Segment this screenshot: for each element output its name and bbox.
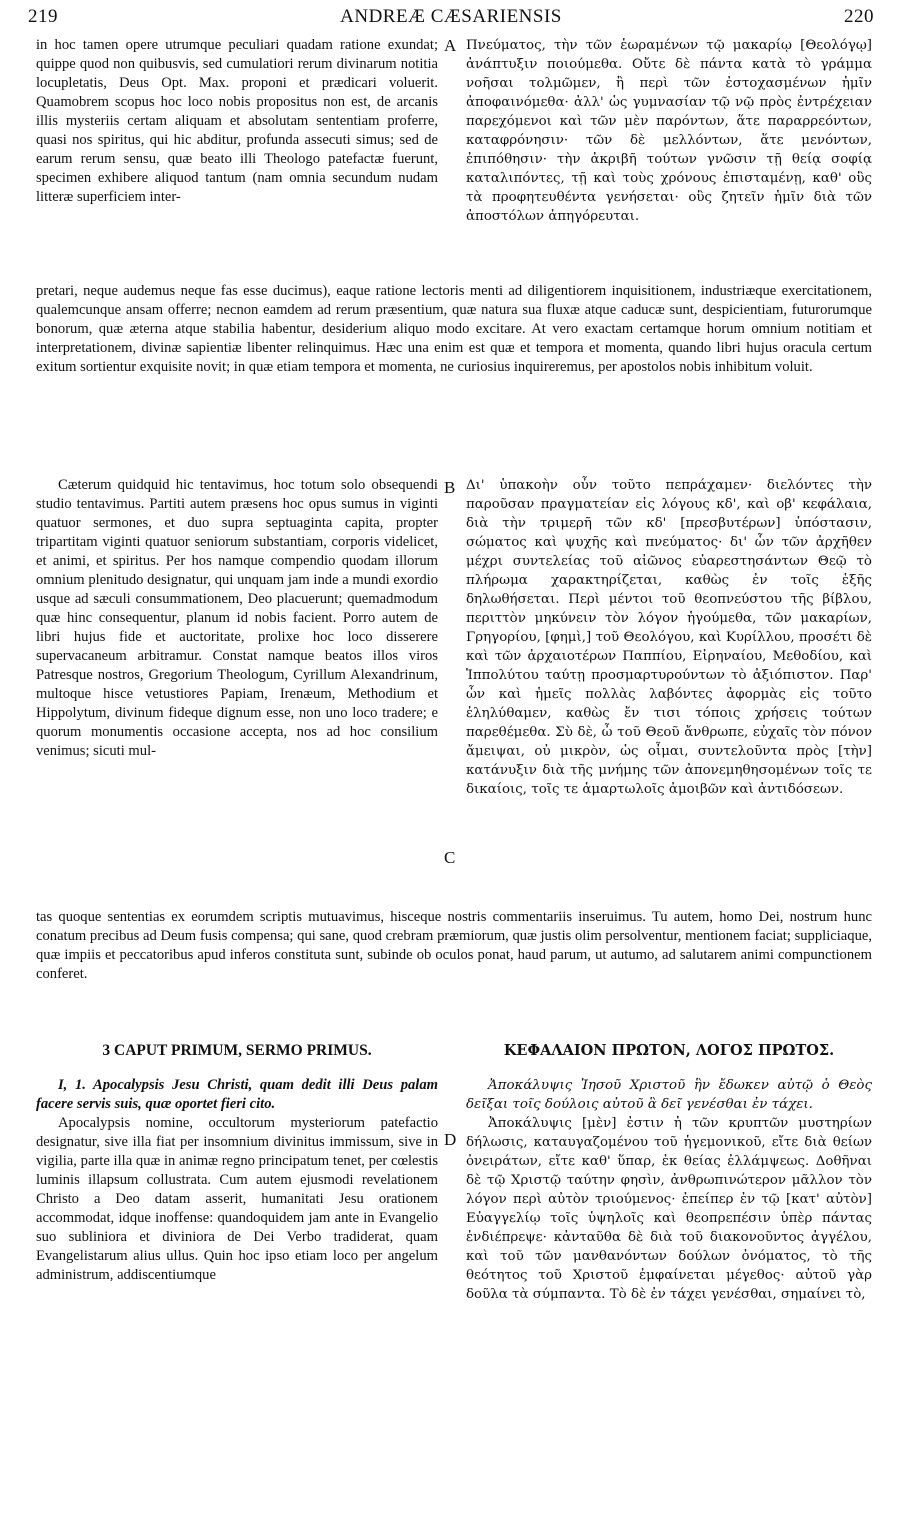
latin-column-1: [36, 36, 438, 207]
running-title: ANDREÆ CÆSARIENSIS: [340, 6, 562, 27]
greek-column-3: [466, 1076, 872, 1304]
latin-full-width-1: [36, 282, 872, 377]
latin-paragraph: Apocalypsis nomine, occultorum mysteriorum patefactio designatur, sive illa fiat per insomnium divinitus immissum, sive in vigilia, parte illa quæ in animæ regno principatum tenet, per cœlestis luminis illapsum collustrata. Cum autem ejusmodi revelationem Christo a Deo datam asserit, humanitati Jesu orationem accommodat, idque inoffense: quandoquidem jam ante in Evangelio suo subliniora et diviniora de Dei Verbo tradiderat, quam Evangelistarum alius ullus. Quin hoc ipso etiam loco per angelum administrum, addiscentiumque: [36, 1115, 438, 1283]
latin-paragraph: tas quoque sententias ex eorumdem scriptis mutuavimus, hisceque nostris commentariis inseruimus. Tu autem, homo Dei, nostrum hunc conatum precibus ad Deum fusis compensa; qui sane, quod crebram præmiorum, quæ justis olim persolventur, mentionem faciat; suppliciaque, quæ impiis et peccatoribus apud inferos constituta sunt, subinde ob oculos ponat, haud parum, ut autumo, ad salutarem animi compunctionem conferet.: [36, 909, 872, 982]
latin-paragraph: Cæterum quidquid hic tentavimus, hoc totum solo obsequendi studio tentavimus. Partiti autem præsens hoc opus sumus in viginti quatuor sermones, et duo supra septuaginta capita, propter tripartitam viginti quatuor seniorum substantiam, corporis videlicet, et animi, et spiritus. Per hos namque compendio quodam illorum omnium plenitudo designatur, qui unquam jam inde a mundi exordio usque ad sæculi consummationem, Deo placuerunt; quemadmodum quæ hinc consequentur, planum id nobis facient. Porro autem de libri hujus fide et auctoritate, prolixe hoc loco disserere supervacaneum arbitramur. Constat namque beatos illos viros Patresque nostros, Gregorium Theologum, Cyrillum Alexandrinum, multoque hisce vetustiores Papiam, Irenæum, Methodium et Hippolytum, divinum fideque dignum esse, non uno loco tradere; e quorum monumentis occasione accepta, nos ad hoc consilium venimus; sicuti mul-: [36, 477, 438, 759]
greek-paragraph: Ἀποκάλυψις [μὲν] ἐστιν ἡ τῶν κρυπτῶν μυστηρίων δήλωσις, καταυγαζομένου τοῦ ἡγεμονικοῦ, εἴτε διὰ θείων ὀνειράτων, εἴτε καθ' ὕπαρ, ἐκ θείας ἐλλάμψεως. Δοθῆναι δὲ τῷ Χριστῷ ταύτην φησὶν, ἀνθρωπινώτερον μᾶλλον τὸν λόγον περὶ αὐτὸν τριούμενος· ἐπείπερ ἐν τῷ [κατ' αὐτὸν] Εὐαγγελίῳ τοῖς ὑψηλοῖς καὶ θεοπρεπέσιν ὑπὲρ πάντας ἐνδιέπρεψε· κἀνταῦθα δὲ διὰ τοῦ διακονοῦντος ἀγγέλου, καὶ τοῦ τῶν μανθανόντων δούλων ὀνόματος, τὸ τῆς θεότητος τοῦ Χριστοῦ ἐμφαίνεται μέγεθος· αὐτοῦ γὰρ δοῦλα τὰ σύμπαντα. Τὸ δὲ ἐν τάχει γενέσθαι, σημαίνει τὸ,: [466, 1116, 872, 1302]
margin-marker-a: A: [444, 36, 457, 55]
latin-paragraph: pretari, neque audemus neque fas esse ducimus), eaque ratione lectoris menti ad diligentiorem inquisitionem, industriæque exercitationem, qualemcunque ansam offerre; necnon eamdem ad rerum præsentium, quæ natura sua fluxæ atque caducæ sunt, despicientiam, futurorumque bonorum, quæ æterna atque stabilia habentur, desiderium aliquo modo excitare. At vero exactam certamque horum omnium notitiam et interpretationem, divinæ sapientiæ libenter relinquimus. Hæc una enim est quæ et tempora et momenta, quando libri hujus oracula certum exitum sortientur exquisite novit; in quæ etiam tempora et momenta, ne curiosius inquireremus, per apostolos nobis inhibitum voluit.: [36, 283, 872, 375]
greek-paragraph: Πνεύματος, τὴν τῶν ἑωραμένων τῷ μακαρίῳ [Θεολόγῳ] ἀνάπτυξιν ποιούμεθα. Οὔτε δὲ πάντα κατὰ τὸ γράμμα νοῆσαι τολμῶμεν, ἢ περὶ τῶν ἐστοχασμένων ἡμῖν ἀποφαινόμεθα· ἀλλ' ὡς γυμνασίαν τῷ νῷ πρὸς ἐντρέχειαν παρεχόμενοι καὶ τῶν μὲν παρόντων, ἅτε παραρρεόντων, καταφρόνησιν· τῶν δὲ μελλόντων, ἅτε μενόντων, ἐπιπόθησιν· τὴν ἀκριβῆ τούτων γνῶσιν τῇ θείᾳ σοφίᾳ καταλιπόντες, τῇ καὶ τοὺς χρόνους ἐπισταμένῃ, καθ' οὓς τὰ προφητευθέντα γενήσεται· οὓς ζητεῖν ἡμῖν διὰ τῶν ἀποστόλων ἀπηγόρευται.: [466, 38, 872, 224]
greek-paragraph: Δι' ὑπακοὴν οὖν τοῦτο πεπράχαμεν· διελόντες τὴν παροῦσαν πραγματείαν εἰς λόγους κδ', καὶ οβ' κεφάλαια, διὰ τὴν τριμερῆ τῶν κδ' [πρεσβυτέρων] ὑπόστασιν, σώματος καὶ ψυχῆς καὶ πνεύματος· δι' ὧν τῶν ἀρχῆθεν μέχρι συντελείας τοῦ αἰῶνος εὐαρεστησάντων Θεῷ τὸ πλήρωμα χαρακτηρίζεται, καθὼς ἐν τοῖς ἑξῆς δηλωθήσεται. Περὶ μέντοι τοῦ θεοπνεύστου τῆς βίβλου, περιττὸν μηκύνειν τὸν λόγον ἡγούμεθα, τῶν μακαρίων, Γρηγορίου, [φημὶ,] τοῦ Θεολόγου, καὶ Κυρίλλου, προσέτι δὲ καὶ τῶν ἀρχαιοτέρων Παππίου, Εἰρηναίου, Μεθοδίου, καὶ Ἱππολύτου ταύτῃ προσμαρτυρούντων τὸ ἀξιόπιστον. Παρ' ὧν καὶ ἡμεῖς πολλὰς λαβόντες ἀφορμὰς εἰς τοῦτο ἐληλύθαμεν, καθὼς ἔν τισι τόποις χρήσεις τούτων παρεθέμεθα. Σὺ δὲ, ὦ τοῦ Θεοῦ ἄνθρωπε, εὐχαῖς τὸν πόνον ἄμειψαι, οὐ μικρὸν, ὡς οἶμαι, συντελοῦντα πρὸς [τὴν] κατάνυξιν διὰ τῆς μνήμης τῶν ἀπονεμηθησομένων τοῖς τε δικαίοις, τοῖς τε ἁμαρτωλοῖς ἀμοιβῶν καὶ ἀντιδόσεων.: [466, 478, 872, 797]
latin-full-width-2: [36, 908, 872, 984]
chapter-heading-greek: ΚΕΦΑΛΑΙΟΝ ΠΡΩΤΟΝ, ΛΟΓΟΣ ΠΡΩΤΟΣ.: [503, 1042, 835, 1059]
running-header: [28, 4, 874, 30]
latin-column-3: [36, 1076, 438, 1285]
chapter-heading-latin: 3 CAPUT PRIMUM, SERMO PRIMUS.: [102, 1042, 372, 1059]
page-number-left: 219: [28, 6, 58, 27]
latin-lemma: I, 1. Apocalypsis Jesu Christi, quam dedit illi Deus palam facere servis suis, quæ oportet fieri cito.: [36, 1077, 438, 1112]
margin-marker-d: D: [444, 1130, 457, 1149]
greek-lemma: Ἀποκάλυψις Ἰησοῦ Χριστοῦ ἣν ἔδωκεν αὐτῷ ὁ Θεὸς δεῖξαι τοῖς δούλοις αὐτοῦ ἃ δεῖ γενέσθαι ἐν τάχει.: [466, 1078, 872, 1112]
latin-column-2: [36, 476, 438, 761]
greek-column-1: [466, 36, 872, 226]
greek-column-2: [466, 476, 872, 799]
margin-marker-b: B: [444, 478, 456, 497]
latin-paragraph: in hoc tamen opere utrumque peculiari quadam ratione exundat; quippe quod non quibusvis, sed cumulatiori rerum divinarum notitia locupletatis, Deus Opt. Max. proponi et prædicari voluerit. Quamobrem scopus hoc loco nobis propositus non est, de arcanis illis mysteriis certam aliquam et absolutam sententiam proferre, quasi nos spiritus, qui hic abditur, profunda assecuti simus; sed de earum rerum sensu, quæ beato illi Theologo patefactæ fuerunt, specimen exhibere aliquod tantum (nam omnia secundum nudam litteræ superficiem inter-: [36, 37, 438, 205]
margin-marker-c: C: [444, 848, 456, 867]
page-number-right: 220: [844, 6, 874, 27]
